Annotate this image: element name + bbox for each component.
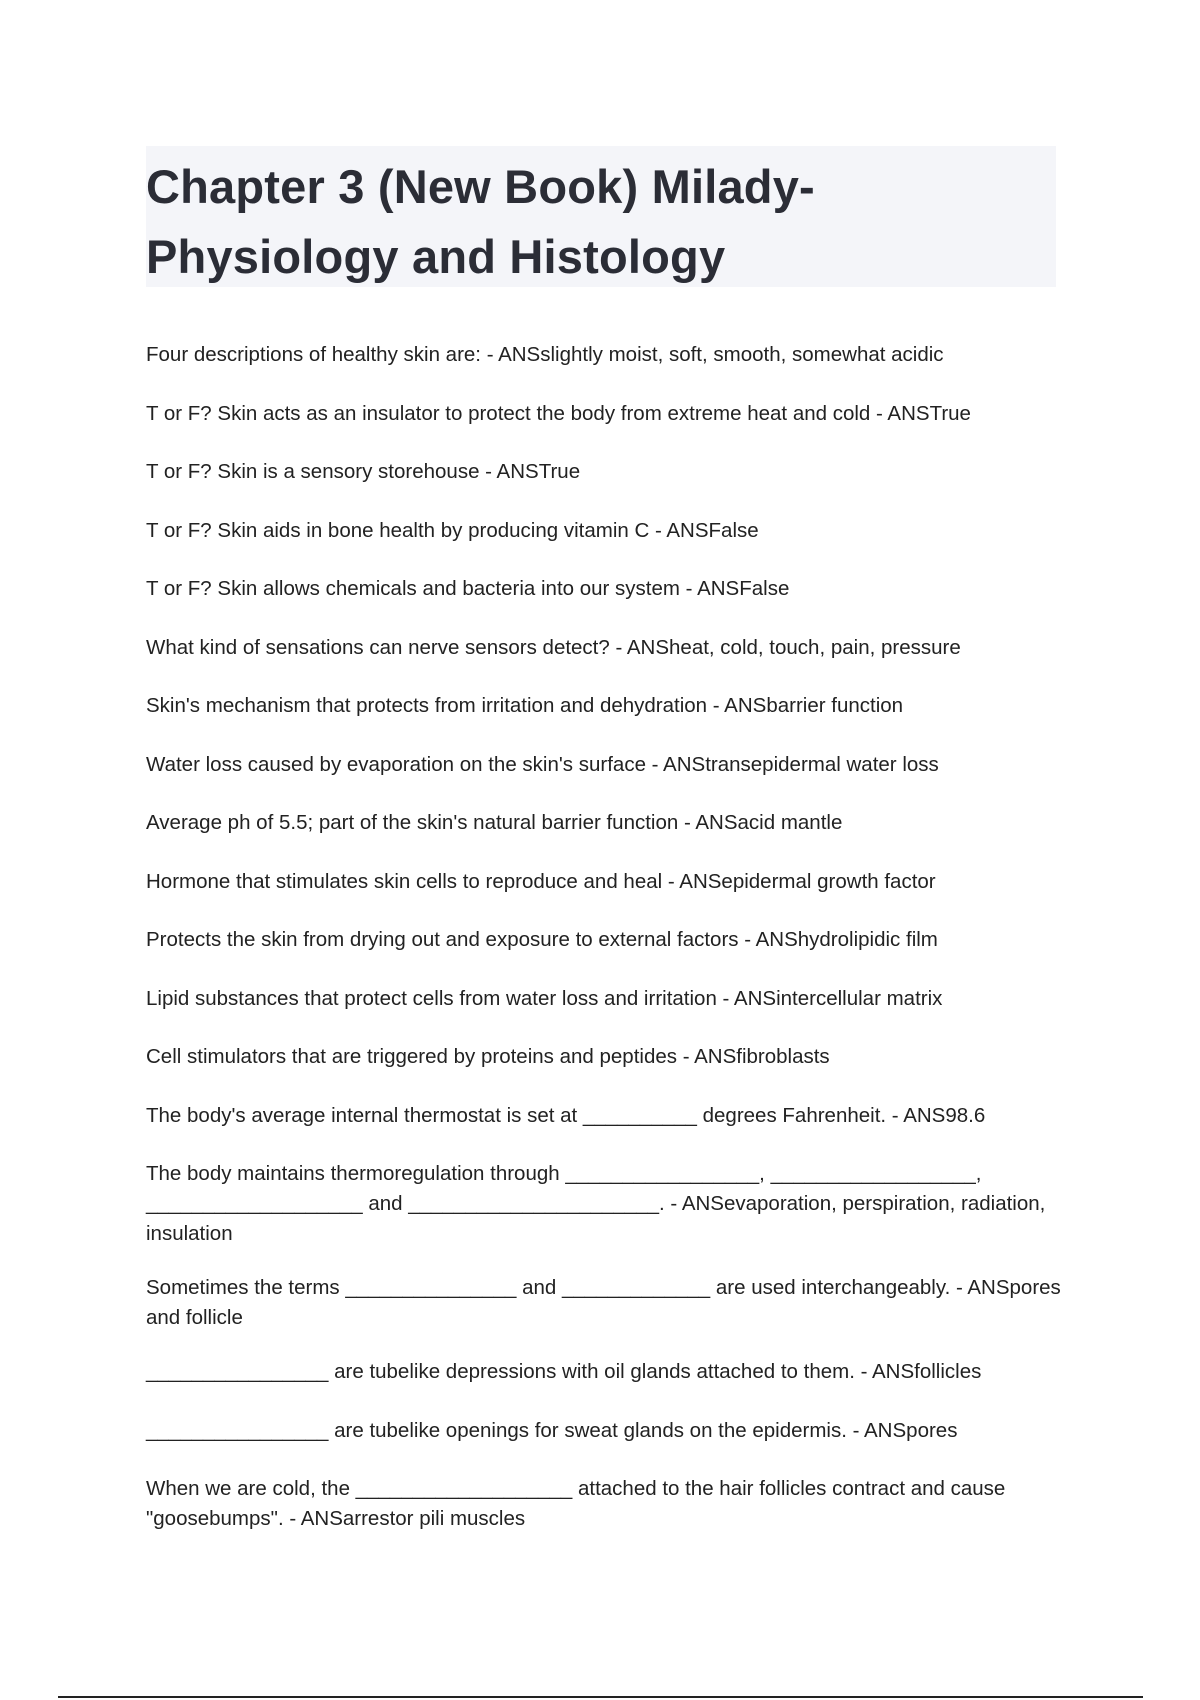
flashcard-item: Average ph of 5.5; part of the skin's natural barrier function - ANSacid mantle (146, 811, 843, 834)
flashcard-item: T or F? Skin aids in bone health by producing vitamin C - ANSFalse (146, 518, 759, 542)
flashcard-item: ________________ are tubelike depressions with oil glands attached to them. - ANSfollicles (146, 1360, 982, 1383)
flashcard-item: Water loss caused by evaporation on the skin's surface - ANStransepidermal water loss (146, 752, 939, 776)
flashcard-item: Lipid substances that protect cells from water loss and irritation - ANSintercellular matrix (146, 986, 943, 1010)
flashcard-item: T or F? Skin is a sensory storehouse - ANSTrue (146, 460, 581, 483)
flashcard-item: Protects the skin from drying out and exposure to external factors - ANShydrolipidic film (146, 928, 938, 951)
page-title (146, 152, 1056, 292)
flashcard-item: Cell stimulators that are triggered by proteins and peptides - ANSfibroblasts (146, 1045, 830, 1068)
flashcard-item: ________________ are tubelike openings for sweat glands on the epidermis. - ANSpores (146, 1418, 958, 1442)
page-title-line-1: Chapter 3 (New Book) Milady- (146, 160, 815, 213)
title-banner (146, 146, 1056, 287)
flashcard-item: Skin's mechanism that protects from irritation and dehydration - ANSbarrier function (146, 694, 904, 717)
flashcard-item: Hormone that stimulates skin cells to reproduce and heal - ANSepidermal growth factor (146, 869, 936, 893)
flashcard-item: The body maintains thermoregulation through _________________, __________________, ___________________ and ______________________. - ANSevaporation, perspiration, radiation, insulation (146, 1162, 1046, 1245)
flashcard-item: Four descriptions of healthy skin are: - ANSslightly moist, soft, smooth, somewhat acidic (146, 343, 944, 366)
flashcard-item: When we are cold, the ___________________ attached to the hair follicles contract and cause "goosebumps". - ANSarrestor pili muscles (146, 1477, 1006, 1530)
flashcard-item: The body's average internal thermostat is set at __________ degrees Fahrenheit. - ANS98.6 (146, 1103, 986, 1127)
flashcard-item: Sometimes the terms _______________ and _____________ are used interchangeably. - ANSpores and follicle (146, 1276, 1061, 1329)
flashcard-item: T or F? Skin allows chemicals and bacteria into our system - ANSFalse (146, 577, 790, 600)
flashcard-item: What kind of sensations can nerve sensors detect? - ANSheat, cold, touch, pain, pressure (146, 635, 961, 659)
flashcard-list (146, 340, 1066, 1558)
footer-divider (58, 1696, 1143, 1698)
flashcard-item: T or F? Skin acts as an insulator to protect the body from extreme heat and cold - ANSTrue (146, 401, 971, 425)
page-title-line-2: Physiology and Histology (146, 230, 726, 283)
